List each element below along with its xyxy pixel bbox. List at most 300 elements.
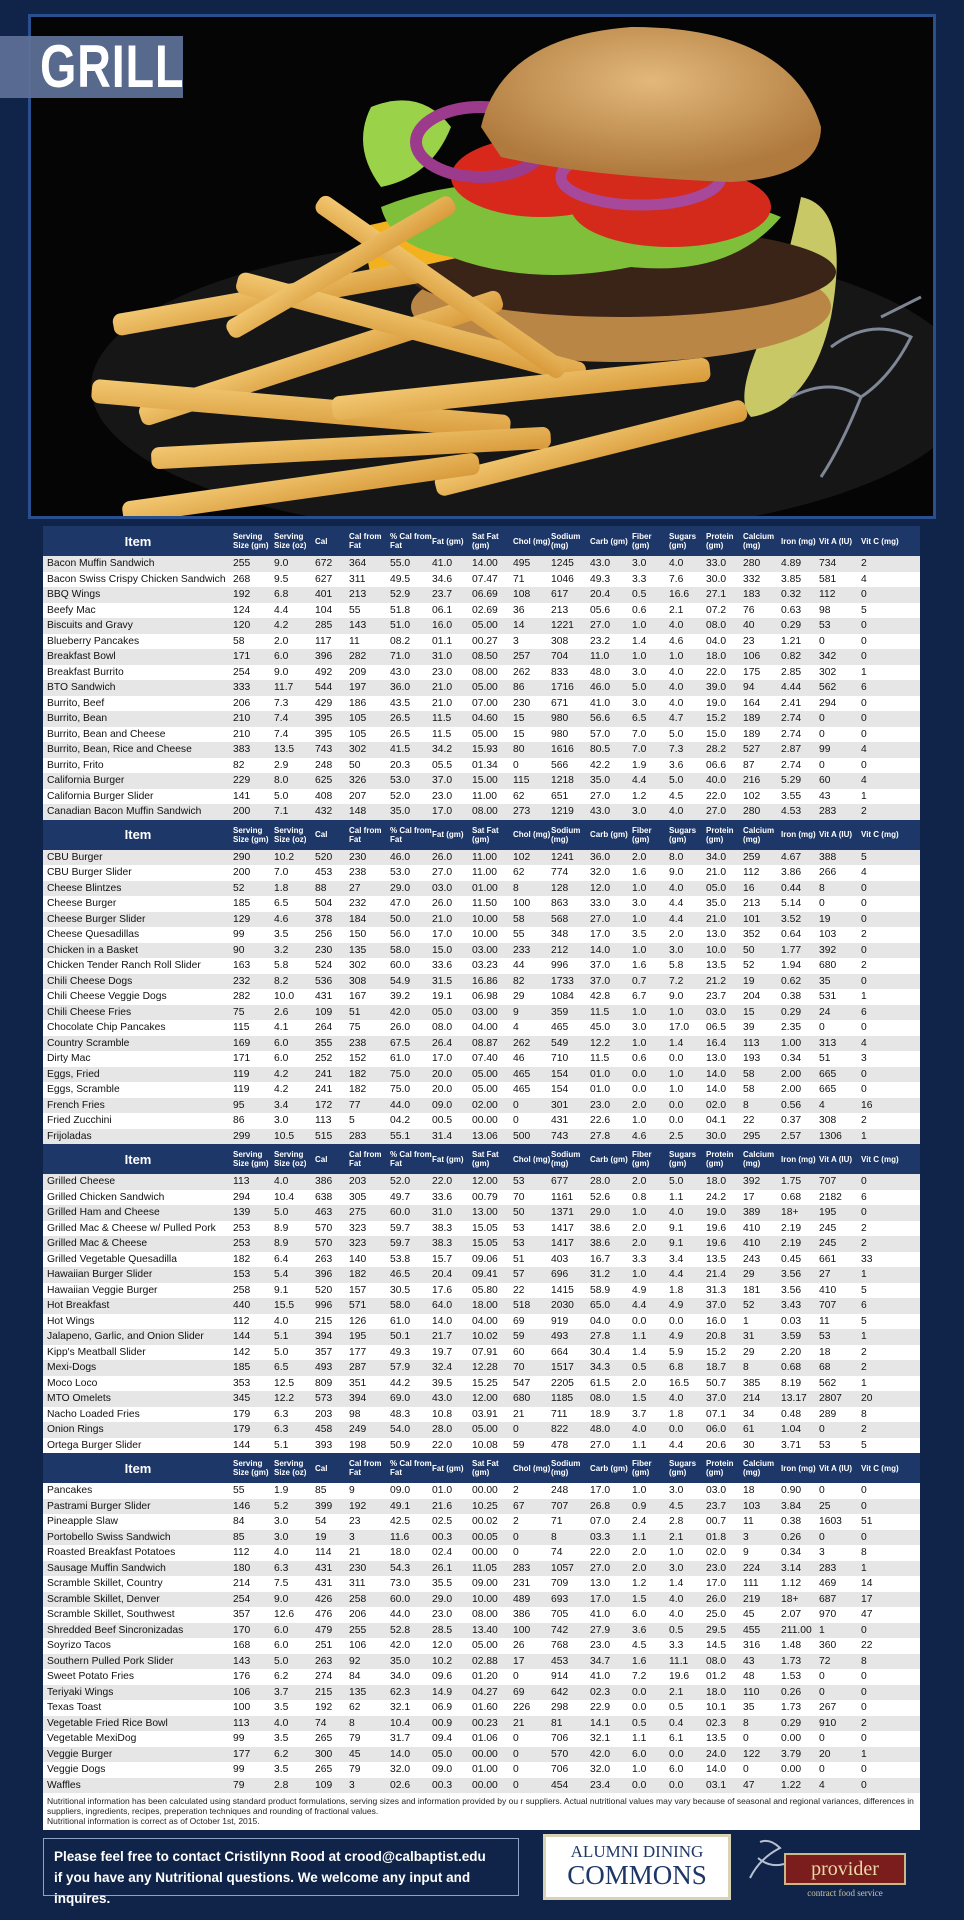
- nutrition-value: 09.41: [472, 1267, 513, 1283]
- column-header: Vit A (IU): [819, 1453, 861, 1483]
- nutrition-value: 26: [513, 1640, 525, 1651]
- nutrition-value: 14.0: [590, 943, 632, 959]
- nutrition-value: 3.0: [274, 1530, 315, 1546]
- nutrition-value: 10.8: [432, 1408, 453, 1420]
- nutrition-value: 112: [743, 867, 760, 878]
- nutrition-value: 1: [861, 790, 867, 802]
- nutrition-value: 60: [513, 1346, 525, 1358]
- nutrition-value: 74: [551, 1547, 563, 1558]
- nutrition-value: 33.0: [590, 898, 611, 909]
- nutrition-value: 0.6: [632, 1053, 647, 1064]
- nutrition-value: 75: [349, 1022, 361, 1033]
- nutrition-value: 294: [819, 697, 837, 709]
- nutrition-value: 21.0: [706, 912, 743, 928]
- nutrition-value: 571: [349, 1298, 390, 1314]
- nutrition-value: 4.0: [669, 1609, 684, 1620]
- nutrition-value: 264: [315, 1022, 333, 1033]
- nutrition-value: 0.29: [781, 1716, 819, 1732]
- nutrition-value: 28.0: [432, 1422, 472, 1438]
- nutrition-value: 13.5: [706, 960, 727, 971]
- table-row: [43, 649, 920, 665]
- nutrition-value: 15.5: [274, 1298, 315, 1314]
- nutrition-value: 3.2: [274, 943, 315, 959]
- nutrition-value: 245: [819, 1222, 837, 1234]
- nutrition-value: 02.0: [706, 1098, 743, 1114]
- nutrition-value: 8.2: [274, 974, 315, 990]
- nutrition-value: 154: [551, 1084, 569, 1095]
- nutrition-value: 243: [743, 1253, 761, 1265]
- nutrition-value: 1.0: [632, 1036, 669, 1052]
- nutrition-value: 1306: [819, 1129, 861, 1145]
- nutrition-value: 30.0: [706, 1129, 743, 1145]
- nutrition-value: 79: [233, 1778, 274, 1794]
- nutrition-value: 8.9: [274, 1222, 289, 1234]
- table-row: [43, 1499, 920, 1515]
- nutrition-value: 4.4: [669, 912, 706, 928]
- nutrition-value: 704: [551, 649, 590, 665]
- item-name: Grilled Vegetable Quesadilla: [47, 1253, 177, 1265]
- nutrition-value: 19.0: [706, 1205, 743, 1221]
- nutrition-value: 39.2: [390, 991, 411, 1002]
- column-header: Sodium (mg): [551, 1144, 590, 1174]
- nutrition-value: 0.5: [669, 1623, 706, 1639]
- nutrition-value: 14.00: [472, 556, 513, 572]
- nutrition-value: 476: [315, 1609, 333, 1620]
- nutrition-value: 1245: [551, 556, 590, 572]
- nutrition-table: [43, 526, 920, 1793]
- nutrition-value: 707: [819, 1298, 861, 1314]
- nutrition-value: 980: [551, 711, 590, 727]
- nutrition-value: 256: [315, 929, 333, 940]
- nutrition-value: 1.0: [669, 1005, 706, 1021]
- nutrition-value: 1.6: [632, 960, 647, 971]
- nutrition-value: 2.41: [781, 697, 802, 709]
- nutrition-value: 42.0: [390, 1640, 411, 1651]
- nutrition-value: 9.5: [274, 573, 289, 585]
- nutrition-value: 0: [861, 1485, 867, 1496]
- nutrition-value: 02.00: [472, 1098, 513, 1114]
- column-header: Item: [43, 1453, 233, 1483]
- nutrition-value: 212: [551, 943, 590, 959]
- nutrition-value: 100: [513, 1623, 551, 1639]
- nutrition-value: 2.0: [632, 850, 669, 866]
- nutrition-value: 11.5: [432, 728, 452, 740]
- nutrition-value: 11.1: [669, 1654, 706, 1670]
- nutrition-value: 17.0: [706, 1578, 727, 1589]
- nutrition-value: 61.0: [390, 1053, 411, 1064]
- column-header: Iron (mg): [781, 1453, 819, 1483]
- nutrition-value: 113: [743, 1036, 781, 1052]
- nutrition-value: 50: [513, 1205, 551, 1221]
- nutrition-value: 357: [315, 1346, 333, 1358]
- nutrition-value: 08.50: [472, 649, 513, 665]
- nutrition-value: 17.0: [590, 1485, 611, 1496]
- nutrition-value: 20: [819, 1747, 861, 1763]
- nutrition-value: 182: [349, 1067, 390, 1083]
- nutrition-value: 768: [551, 1640, 569, 1651]
- nutrition-value: 44.0: [390, 1098, 432, 1114]
- nutrition-value: 50.7: [706, 1377, 727, 1389]
- nutrition-value: 52.0: [390, 1174, 432, 1190]
- table-row: [43, 1236, 920, 1252]
- nutrition-value: 6.0: [669, 1764, 684, 1775]
- nutrition-value: 49.1: [390, 1499, 432, 1515]
- nutrition-value: 04.0: [706, 635, 727, 647]
- nutrition-value: 10.00: [472, 1592, 513, 1608]
- nutrition-value: 21: [349, 1547, 361, 1558]
- nutrition-value: 215: [315, 1685, 349, 1701]
- nutrition-value: 3.14: [781, 1561, 819, 1577]
- nutrition-value: 35.0: [706, 898, 727, 909]
- nutrition-value: 4.89: [781, 556, 819, 572]
- nutrition-value: 2: [861, 556, 920, 572]
- nutrition-value: 12.2: [590, 1036, 632, 1052]
- nutrition-value: 43: [743, 1654, 781, 1670]
- item-name: Bacon Swiss Crispy Chicken Sandwich: [47, 573, 226, 585]
- nutrition-value: 385: [743, 1377, 761, 1389]
- nutrition-value: 2.1: [669, 1685, 706, 1701]
- nutrition-value: 06.1: [432, 604, 453, 616]
- nutrition-value: 12.0: [432, 1640, 453, 1651]
- nutrition-value: 2: [861, 929, 867, 940]
- nutrition-value: 4: [819, 1098, 861, 1114]
- nutrition-value: 04.2: [390, 1115, 411, 1126]
- item-name: Grilled Ham and Cheese: [43, 1205, 233, 1221]
- nutrition-value: 2.74: [781, 711, 819, 727]
- nutrition-value: 19: [819, 912, 861, 928]
- table-row: [43, 1283, 920, 1299]
- nutrition-value: 36.0: [390, 680, 432, 696]
- nutrition-value: 09.0: [432, 1098, 472, 1114]
- nutrition-value: 27.0: [590, 618, 632, 634]
- nutrition-value: 82: [513, 974, 551, 990]
- table-row: [43, 1700, 920, 1716]
- nutrition-value: 3.5: [632, 929, 647, 940]
- nutrition-value: 38.3: [432, 1236, 472, 1252]
- nutrition-value: 20.8: [706, 1329, 743, 1345]
- nutrition-value: 122: [743, 1747, 781, 1763]
- nutrition-value: 562: [819, 680, 861, 696]
- nutrition-value: 29: [743, 1346, 755, 1358]
- nutrition-value: 573: [315, 1391, 349, 1407]
- nutrition-value: 2.74: [781, 728, 802, 740]
- nutrition-value: 14: [861, 1578, 873, 1589]
- nutrition-value: 4.44: [781, 680, 819, 696]
- nutrition-value: 1.1: [632, 1530, 669, 1546]
- nutrition-value: 142: [233, 1346, 251, 1358]
- nutrition-value: 112: [233, 1315, 250, 1327]
- nutrition-value: 109: [315, 1778, 349, 1794]
- nutrition-value: 01.0: [590, 1084, 611, 1095]
- nutrition-value: 295: [743, 1129, 781, 1145]
- nutrition-value: 0.00: [781, 1764, 802, 1775]
- table-row: [43, 665, 920, 681]
- nutrition-value: 57: [513, 1267, 551, 1283]
- nutrition-value: 102: [513, 850, 551, 866]
- nutrition-value: 0.0: [669, 1315, 684, 1327]
- nutrition-value: 16.86: [472, 974, 513, 990]
- nutrition-value: 32.0: [590, 1764, 611, 1775]
- nutrition-value: 3: [819, 1547, 825, 1558]
- nutrition-value: 706: [551, 1733, 569, 1744]
- nutrition-value: 06.69: [472, 587, 513, 603]
- nutrition-value: 1.1: [632, 1439, 647, 1451]
- nutrition-value: 17.0: [432, 804, 472, 820]
- nutrition-value: 113: [233, 1174, 274, 1190]
- nutrition-value: 10.02: [472, 1329, 513, 1345]
- item-name: Beefy Mac: [47, 604, 96, 616]
- nutrition-value: 1.4: [669, 1036, 706, 1052]
- nutrition-value: 03.0: [706, 1485, 727, 1496]
- nutrition-value: 2.19: [781, 1222, 802, 1234]
- nutrition-value: 570: [315, 1236, 349, 1252]
- nutrition-value: 283: [349, 1129, 390, 1145]
- item-name: Breakfast Burrito: [47, 666, 124, 678]
- nutrition-value: 102: [743, 790, 761, 802]
- nutrition-value: 4.0: [669, 666, 684, 678]
- item-name: Scramble Skillet, Denver: [43, 1592, 233, 1608]
- nutrition-value: 34.6: [432, 573, 453, 585]
- nutrition-value: 57.9: [390, 1360, 432, 1376]
- nutrition-value: 08.00: [472, 1609, 498, 1620]
- nutrition-value: 42.0: [590, 1747, 632, 1763]
- table-header-row: [43, 1453, 920, 1483]
- nutrition-value: 4.0: [669, 881, 706, 897]
- nutrition-value: 75: [233, 1005, 274, 1021]
- nutrition-value: 229: [233, 773, 274, 789]
- item-name: Jalapeno, Garlic, and Onion Slider: [43, 1329, 233, 1345]
- nutrition-value: 4.9: [632, 1284, 647, 1296]
- nutrition-value: 2.07: [781, 1609, 802, 1620]
- item-name: CBU Burger Slider: [47, 867, 132, 878]
- nutrition-value: 09.6: [432, 1671, 453, 1682]
- nutrition-value: 2.20: [781, 1346, 802, 1358]
- nutrition-value: 67: [513, 1499, 551, 1515]
- nutrition-value: 05.00: [472, 1084, 498, 1095]
- nutrition-value: 185: [233, 898, 251, 909]
- nutrition-value: 2: [861, 1115, 867, 1126]
- column-header: Vit C (mg): [861, 1453, 920, 1483]
- nutrition-value: 21.6: [432, 1499, 472, 1515]
- nutrition-value: 58: [743, 1067, 781, 1083]
- nutrition-value: 7.2: [632, 1671, 647, 1682]
- nutrition-value: 383: [233, 742, 274, 758]
- nutrition-value: 180: [233, 1561, 274, 1577]
- nutrition-value: 8: [551, 1530, 590, 1546]
- nutrition-value: 34.3: [590, 1360, 632, 1376]
- nutrition-value: 99: [819, 742, 861, 758]
- alumni-dining-commons-logo: [543, 1834, 731, 1900]
- nutrition-value: 53: [819, 1439, 831, 1451]
- nutrition-value: 43.0: [590, 556, 632, 572]
- nutrition-value: 146: [233, 1499, 274, 1515]
- item-name: Cheese Burger Slider: [43, 912, 233, 928]
- nutrition-value: 13.17: [781, 1391, 819, 1407]
- nutrition-value: 289: [819, 1408, 837, 1420]
- nutrition-value: 0: [861, 1022, 867, 1033]
- table-row: [43, 1314, 920, 1330]
- nutrition-value: 395: [315, 711, 349, 727]
- nutrition-value: 258: [233, 1284, 251, 1296]
- nutrition-value: 84: [349, 1671, 361, 1682]
- nutrition-value: 15.2: [706, 711, 743, 727]
- table-row: [43, 1685, 920, 1701]
- nutrition-value: 33.6: [432, 960, 453, 971]
- nutrition-value: 21.2: [706, 974, 743, 990]
- nutrition-value: 709: [551, 1578, 569, 1589]
- nutrition-value: 25: [819, 1499, 861, 1515]
- nutrition-value: 617: [551, 587, 590, 603]
- nutrition-value: 148: [349, 804, 390, 820]
- nutrition-value: 84: [233, 1516, 245, 1527]
- nutrition-value: 62.3: [390, 1685, 432, 1701]
- nutrition-value: 3.0: [632, 898, 647, 909]
- nutrition-value: 12.00: [472, 1391, 513, 1407]
- nutrition-value: 1.0: [632, 1005, 669, 1021]
- column-header: Fiber (gm): [632, 526, 669, 556]
- nutrition-value: 185: [233, 1360, 274, 1376]
- nutrition-value: 53: [819, 618, 861, 634]
- nutrition-value: 680: [513, 1391, 551, 1407]
- nutrition-value: 204: [743, 991, 761, 1002]
- nutrition-value: 6: [861, 1005, 920, 1021]
- nutrition-value: 179: [233, 1408, 251, 1420]
- nutrition-value: 1371: [551, 1205, 590, 1221]
- column-header: Calcium (mg): [743, 526, 781, 556]
- table-row: [43, 850, 920, 866]
- nutrition-value: 3.84: [781, 1499, 819, 1515]
- nutrition-value: 34.0: [390, 1671, 411, 1682]
- nutrition-value: 351: [349, 1377, 367, 1389]
- nutrition-value: 19: [315, 1530, 349, 1546]
- nutrition-value: 0: [861, 728, 867, 740]
- nutrition-value: 2: [861, 1360, 920, 1376]
- nutrition-value: 0.0: [632, 1685, 669, 1701]
- column-header: Iron (mg): [781, 1144, 819, 1174]
- table-row: [43, 943, 920, 959]
- nutrition-value: 1.0: [632, 1205, 669, 1221]
- nutrition-value: 431: [315, 1578, 333, 1589]
- nutrition-value: 08.87: [472, 1036, 513, 1052]
- nutrition-value: 4.0: [274, 1547, 289, 1558]
- nutrition-value: 140: [349, 1253, 367, 1265]
- nutrition-value: 308: [551, 635, 569, 647]
- item-name: Chicken in a Basket: [43, 943, 233, 959]
- nutrition-value: 0.0: [632, 1778, 669, 1794]
- nutrition-value: 22.0: [432, 1439, 453, 1451]
- nutrition-value: 651: [551, 790, 569, 802]
- nutrition-value: 0.68: [781, 1191, 802, 1203]
- nutrition-value: 193: [743, 1053, 761, 1064]
- nutrition-value: 57.0: [590, 728, 611, 740]
- nutrition-value: 431: [315, 1561, 349, 1577]
- nutrition-value: 282: [233, 991, 251, 1002]
- table-row: [43, 1407, 920, 1423]
- nutrition-value: 43.0: [432, 1391, 472, 1407]
- nutrition-value: 1: [819, 1623, 861, 1639]
- nutrition-value: 64.0: [432, 1298, 472, 1314]
- item-name: Cheese Blintzes: [43, 881, 233, 897]
- nutrition-value: 1: [861, 991, 867, 1002]
- nutrition-value: 48.0: [590, 1422, 632, 1438]
- column-header: Vit A (IU): [819, 820, 861, 850]
- nutrition-value: 200: [233, 867, 251, 878]
- nutrition-value: 19.6: [669, 1671, 690, 1682]
- table-row: [43, 1205, 920, 1221]
- nutrition-value: 05.0: [706, 881, 743, 897]
- nutrition-value: 8: [819, 881, 861, 897]
- nutrition-value: 305: [349, 1191, 367, 1203]
- nutrition-value: 2.1: [669, 1530, 706, 1546]
- nutrition-value: 0: [819, 1022, 825, 1033]
- nutrition-value: 210: [233, 711, 274, 727]
- nutrition-value: 43: [819, 790, 831, 802]
- nutrition-value: 113: [315, 1115, 332, 1126]
- nutrition-value: 111: [743, 1578, 759, 1589]
- nutrition-value: 495: [513, 556, 551, 572]
- item-name: Ortega Burger Slider: [47, 1439, 142, 1451]
- nutrition-value: 6.3: [274, 1561, 315, 1577]
- nutrition-value: 0.00: [781, 1733, 802, 1744]
- nutrition-value: 2.1: [669, 604, 684, 616]
- nutrition-value: 8: [743, 1098, 781, 1114]
- nutrition-value: 536: [315, 974, 349, 990]
- nutrition-value: 22: [861, 1640, 873, 1651]
- nutrition-value: 0: [861, 943, 920, 959]
- nutrition-value: 0: [861, 1530, 920, 1546]
- column-header: Fiber (gm): [632, 1144, 669, 1174]
- nutrition-value: 4.2: [274, 1084, 289, 1095]
- nutrition-value: 2.87: [781, 742, 819, 758]
- nutrition-value: 1: [861, 1377, 867, 1389]
- nutrition-value: 172: [315, 1098, 349, 1114]
- nutrition-value: 4.9: [669, 1329, 706, 1345]
- nutrition-value: 00.3: [432, 1778, 472, 1794]
- nutrition-value: 11.00: [472, 850, 513, 866]
- nutrition-value: 21: [513, 1716, 551, 1732]
- nutrition-value: 10.1: [706, 1702, 727, 1713]
- footnote-date: Nutritional information is correct as of October 1st, 2015.: [47, 1816, 260, 1826]
- nutrition-value: 18.7: [706, 1360, 743, 1376]
- table-header-row: [43, 526, 920, 556]
- column-header: Protein (gm): [706, 1144, 743, 1174]
- nutrition-value: 51: [513, 1253, 525, 1265]
- table-row: [43, 1174, 920, 1190]
- nutrition-value: 04.00: [472, 1315, 498, 1327]
- nutrition-value: 0.38: [781, 991, 802, 1002]
- nutrition-value: 15.93: [472, 742, 513, 758]
- nutrition-value: 1: [861, 1747, 920, 1763]
- nutrition-value: 1219: [551, 804, 590, 820]
- nutrition-value: 15.0: [706, 728, 727, 740]
- item-name: Hawaiian Veggie Burger: [47, 1284, 158, 1296]
- table-row: [43, 989, 920, 1005]
- nutrition-value: 60.0: [390, 1205, 432, 1221]
- nutrition-value: 4.1: [274, 1022, 289, 1033]
- nutrition-value: 87: [743, 759, 755, 771]
- nutrition-value: 4: [861, 867, 867, 878]
- nutrition-value: 638: [315, 1191, 333, 1203]
- nutrition-value: 426: [315, 1592, 349, 1608]
- nutrition-value: 92: [349, 1654, 390, 1670]
- nutrition-value: 4.4: [669, 1267, 706, 1283]
- nutrition-value: 238: [349, 1036, 390, 1052]
- nutrition-value: 60.0: [390, 1592, 432, 1608]
- table-row: [43, 974, 920, 990]
- nutrition-value: 4.67: [781, 850, 819, 866]
- table-row: [43, 587, 920, 603]
- nutrition-value: 62: [513, 867, 525, 878]
